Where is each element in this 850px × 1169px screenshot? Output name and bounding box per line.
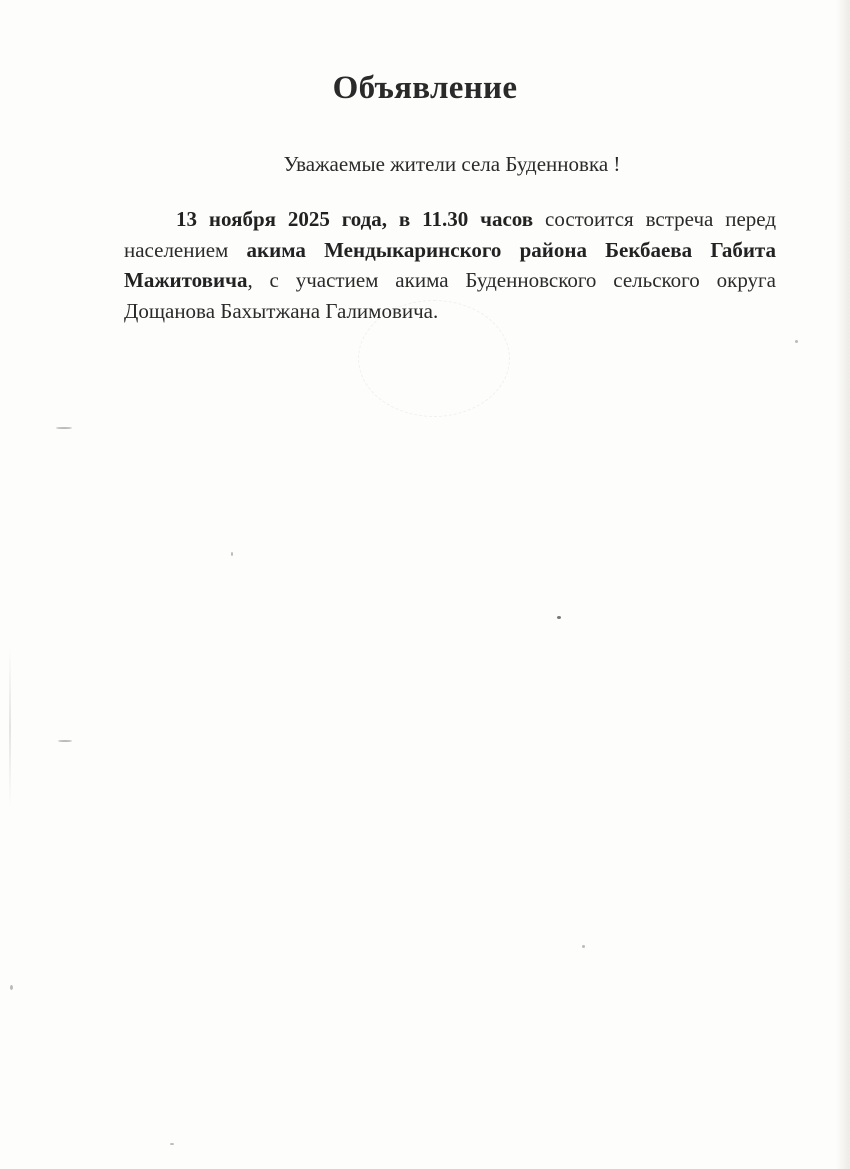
scan-speck	[9, 648, 11, 808]
scan-speck	[795, 340, 798, 343]
announcement-paragraph	[124, 204, 776, 326]
document-title: Объявление	[332, 70, 518, 106]
scan-speck	[10, 985, 13, 990]
paragraph-text-1: состоится встреча перед населением	[124, 207, 776, 262]
scan-speck	[557, 616, 561, 619]
scan-speck	[58, 740, 72, 742]
scan-speck	[56, 427, 72, 429]
official-name: акима Мендыкаринского района Бекбаева Габита Мажитовича	[124, 237, 777, 292]
scan-speck	[170, 1143, 174, 1145]
meeting-date-time: 13 ноября 2025 года, в 11.30 часов	[176, 207, 534, 231]
paragraph-text-2: , с участием акима Буденновского сельского округа Дощанова Бахытжана Галимовича.	[124, 268, 776, 323]
scan-speck	[231, 552, 233, 556]
greeting-line: Уважаемые жители села Буденновка !	[283, 152, 621, 176]
scan-speck	[582, 945, 585, 948]
